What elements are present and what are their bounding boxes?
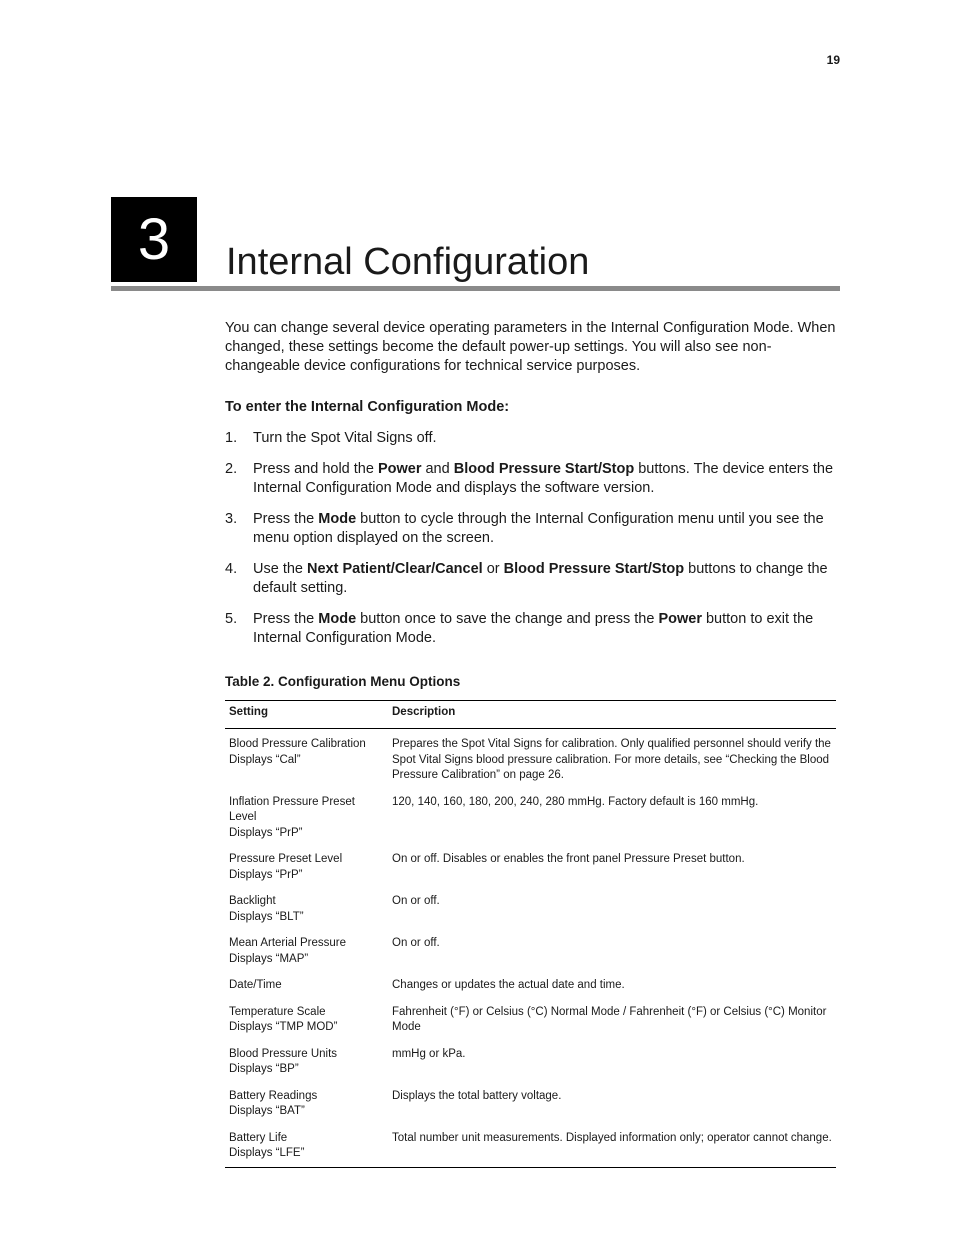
- step-text: or: [482, 561, 504, 577]
- description-cell: mmHg or kPa.: [392, 1047, 466, 1060]
- step-text: Press and hold the: [253, 461, 378, 477]
- table-row: [225, 936, 836, 978]
- setting-line: Displays “MAP”: [229, 952, 309, 965]
- setting-cell: [225, 1047, 388, 1089]
- procedure-step: [225, 429, 843, 448]
- setting-line: Battery Readings: [229, 1089, 318, 1102]
- setting-line: Blood Pressure Units: [229, 1047, 338, 1060]
- step-text: buttons to change the default setting.: [253, 561, 828, 596]
- setting-line: Displays “BP”: [229, 1063, 299, 1075]
- setting-cell: [225, 978, 388, 1005]
- step-button-name: Blood Pressure Start/Stop: [503, 561, 685, 577]
- setting-line: Displays “PrP”: [229, 868, 303, 881]
- setting-cell: [225, 936, 388, 978]
- procedure-heading: To enter the Internal Configuration Mode:: [225, 399, 510, 415]
- setting-line: Date/Time: [229, 979, 282, 991]
- setting-line: Battery Life: [229, 1131, 288, 1144]
- setting-line: Pressure Preset Level: [229, 853, 343, 865]
- setting-line: Temperature Scale: [229, 1005, 326, 1018]
- step-text: Press the: [253, 511, 319, 527]
- configuration-menu-table: [225, 700, 836, 1168]
- table-row: [225, 1005, 836, 1047]
- step-button-name: Power: [377, 461, 422, 477]
- step-button-name: Blood Pressure Start/Stop: [453, 461, 635, 477]
- intro-paragraph: You can change several device operating parameters in the Internal Configuration Mode. When changed, these settings become the default power-up settings. You will also see non-changeable device configurations for technical service purposes.: [225, 320, 836, 374]
- step-text: button once to save the change and press the: [356, 611, 659, 627]
- setting-line: Backlight: [229, 895, 276, 907]
- header-description: Description: [388, 701, 836, 729]
- chapter-rule: [111, 286, 840, 291]
- table-row: [225, 795, 836, 853]
- setting-line: Mean Arterial Pressure: [229, 937, 346, 949]
- description-cell: Fahrenheit (°F) or Celsius (°C) Normal Mode / Fahrenheit (°F) or Celsius (°C) Monitor Mode: [392, 1005, 827, 1033]
- setting-line: Blood Pressure Calibration: [229, 738, 366, 750]
- header-setting: Setting: [225, 701, 388, 729]
- setting-line: Displays “BLT”: [229, 910, 304, 923]
- step-text: button to exit the Internal Configuration Mode.: [253, 611, 814, 646]
- description-cell: 120, 140, 160, 180, 200, 240, 280 mmHg. Factory default is 160 mmHg.: [392, 795, 759, 808]
- table-row: [225, 729, 836, 795]
- step-text: Turn the Spot Vital Signs off.: [253, 430, 437, 446]
- step-text: and: [421, 461, 454, 477]
- procedure-steps: [225, 429, 843, 660]
- description-cell: On or off.: [392, 937, 440, 949]
- description-cell: Total number unit measurements. Displayed information only; operator cannot change.: [388, 1131, 836, 1168]
- setting-cell: [225, 894, 388, 936]
- description-cell: On or off.: [392, 895, 440, 907]
- setting-line: Displays “LFE”: [229, 1147, 305, 1159]
- table-header-row: [225, 701, 836, 729]
- procedure-step: [225, 610, 843, 648]
- table-row: [225, 852, 836, 894]
- step-button-name: Mode: [318, 611, 357, 627]
- setting-cell: [225, 1131, 388, 1168]
- table-row: [225, 894, 836, 936]
- table-row: [225, 1047, 836, 1089]
- procedure-step: [225, 560, 843, 598]
- description-cell: Changes or updates the actual date and time.: [392, 979, 625, 991]
- chapter-title: Internal Configuration: [226, 241, 590, 283]
- table-row: [225, 978, 836, 1005]
- description-cell: Displays the total battery voltage.: [392, 1089, 562, 1102]
- chapter-number-box: 3: [111, 197, 197, 282]
- setting-line: Inflation Pressure Preset Level: [229, 795, 355, 823]
- step-button-name: Power: [658, 611, 702, 627]
- description-cell: On or off. Disables or enables the front panel Pressure Preset button.: [392, 853, 745, 865]
- setting-cell: [225, 852, 388, 894]
- step-button-name: Mode: [318, 511, 357, 527]
- procedure-step: [225, 510, 843, 548]
- step-number: 2.: [225, 461, 238, 477]
- step-button-name: Next Patient/Clear/Cancel: [307, 561, 483, 577]
- step-text: Press the: [253, 611, 319, 627]
- table-row: [225, 1089, 836, 1131]
- step-number: 4.: [225, 561, 238, 577]
- step-text: button to cycle through the Internal Configuration menu until you see the menu option displayed on the screen.: [253, 511, 824, 546]
- step-text: Use the: [253, 561, 307, 577]
- table-row: [225, 1131, 836, 1168]
- page-number: 19: [826, 53, 840, 67]
- setting-cell: [225, 729, 388, 795]
- setting-cell: [225, 1089, 388, 1131]
- setting-line: Displays “Cal”: [229, 753, 301, 766]
- step-number: 5.: [225, 611, 238, 627]
- table-caption: Table 2. Configuration Menu Options: [225, 674, 461, 689]
- step-number: 1.: [225, 430, 238, 446]
- step-text: buttons. The device enters the Internal Configuration Mode and displays the software version.: [253, 461, 834, 496]
- setting-line: Displays “BAT”: [229, 1105, 305, 1117]
- setting-line: Displays “TMP MOD”: [229, 1021, 338, 1033]
- setting-cell: [225, 795, 388, 853]
- setting-line: Displays “PrP”: [229, 826, 303, 839]
- step-number: 3.: [225, 511, 238, 527]
- procedure-step: [225, 460, 843, 498]
- setting-cell: [225, 1005, 388, 1047]
- description-cell: Prepares the Spot Vital Signs for calibration. Only qualified personnel should verify the Spot Vital Signs blood pressure calibration. For more details, see “Checking the Blood Pressure Calibration” on page 26.: [392, 738, 831, 781]
